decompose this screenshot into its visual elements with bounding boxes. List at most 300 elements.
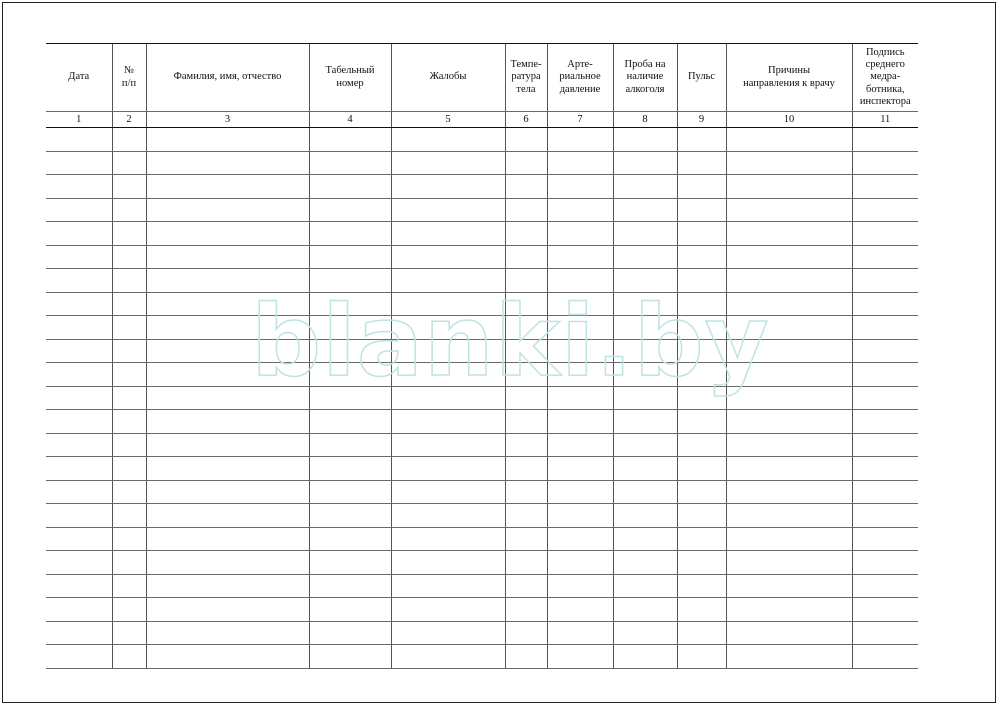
table-cell[interactable] xyxy=(46,292,112,316)
table-cell[interactable] xyxy=(677,504,726,528)
table-cell[interactable] xyxy=(146,222,309,246)
table-cell[interactable] xyxy=(309,151,391,175)
table-cell[interactable] xyxy=(677,363,726,387)
table-cell[interactable] xyxy=(613,151,677,175)
table-cell[interactable] xyxy=(547,128,613,152)
table-cell[interactable] xyxy=(146,574,309,598)
table-cell[interactable] xyxy=(391,410,505,434)
table-cell[interactable] xyxy=(309,433,391,457)
table-cell[interactable] xyxy=(146,198,309,222)
table-cell[interactable] xyxy=(309,504,391,528)
table-cell[interactable] xyxy=(309,292,391,316)
table-cell[interactable] xyxy=(677,527,726,551)
table-cell[interactable] xyxy=(309,457,391,481)
table-cell[interactable] xyxy=(677,316,726,340)
table-cell[interactable] xyxy=(505,574,547,598)
table-cell[interactable] xyxy=(726,339,852,363)
table-cell[interactable] xyxy=(726,574,852,598)
table-cell[interactable] xyxy=(309,363,391,387)
table-cell[interactable] xyxy=(505,269,547,293)
table-cell[interactable] xyxy=(46,339,112,363)
table-cell[interactable] xyxy=(547,480,613,504)
table-cell[interactable] xyxy=(613,551,677,575)
header-blood-pressure: Арте- риальное давление xyxy=(547,44,613,112)
table-cell[interactable] xyxy=(309,316,391,340)
table-cell[interactable] xyxy=(146,245,309,269)
table-cell[interactable] xyxy=(46,433,112,457)
table-cell[interactable] xyxy=(309,339,391,363)
table-cell[interactable] xyxy=(391,198,505,222)
table-cell[interactable] xyxy=(852,128,918,152)
table-cell[interactable] xyxy=(391,245,505,269)
table-row xyxy=(46,269,918,293)
table-cell[interactable] xyxy=(852,598,918,622)
form-sheet xyxy=(2,2,996,703)
table-cell[interactable] xyxy=(112,574,146,598)
table-cell[interactable] xyxy=(46,269,112,293)
table-cell[interactable] xyxy=(677,551,726,575)
table-cell[interactable] xyxy=(613,410,677,434)
table-cell[interactable] xyxy=(46,621,112,645)
table-cell[interactable] xyxy=(547,222,613,246)
table-cell[interactable] xyxy=(852,316,918,340)
table-cell[interactable] xyxy=(112,245,146,269)
table-row xyxy=(46,433,918,457)
table-cell[interactable] xyxy=(309,574,391,598)
table-cell[interactable] xyxy=(391,504,505,528)
table-cell[interactable] xyxy=(547,504,613,528)
table-cell[interactable] xyxy=(46,527,112,551)
table-row xyxy=(46,527,918,551)
table-cell[interactable] xyxy=(613,386,677,410)
table-cell[interactable] xyxy=(46,457,112,481)
table-cell[interactable] xyxy=(852,386,918,410)
table-cell[interactable] xyxy=(112,222,146,246)
table-cell[interactable] xyxy=(613,504,677,528)
table-cell[interactable] xyxy=(146,551,309,575)
table-cell[interactable] xyxy=(677,645,726,669)
table-cell[interactable] xyxy=(309,198,391,222)
table-cell[interactable] xyxy=(46,598,112,622)
table-cell[interactable] xyxy=(726,269,852,293)
table-cell[interactable] xyxy=(46,245,112,269)
table-cell[interactable] xyxy=(391,457,505,481)
table-cell[interactable] xyxy=(726,527,852,551)
table-cell[interactable] xyxy=(391,151,505,175)
table-row xyxy=(46,151,918,175)
table-cell[interactable] xyxy=(505,222,547,246)
table-cell[interactable] xyxy=(146,504,309,528)
header-personnel-number: Табельный номер xyxy=(309,44,391,112)
table-cell[interactable] xyxy=(309,551,391,575)
table-cell[interactable] xyxy=(613,621,677,645)
table-row xyxy=(46,316,918,340)
table-cell[interactable] xyxy=(726,128,852,152)
table-cell[interactable] xyxy=(613,645,677,669)
table-cell[interactable] xyxy=(391,433,505,457)
table-cell[interactable] xyxy=(505,316,547,340)
table-cell[interactable] xyxy=(146,292,309,316)
table-cell[interactable] xyxy=(852,175,918,199)
table-cell[interactable] xyxy=(726,175,852,199)
table-cell[interactable] xyxy=(547,551,613,575)
table-cell[interactable] xyxy=(547,433,613,457)
table-cell[interactable] xyxy=(613,175,677,199)
table-cell[interactable] xyxy=(309,598,391,622)
header-complaints: Жалобы xyxy=(391,44,505,112)
table-cell[interactable] xyxy=(46,645,112,669)
table-cell[interactable] xyxy=(726,504,852,528)
table-cell[interactable] xyxy=(547,410,613,434)
table-cell[interactable] xyxy=(852,527,918,551)
table-cell[interactable] xyxy=(726,222,852,246)
table-cell[interactable] xyxy=(391,128,505,152)
table-cell[interactable] xyxy=(613,339,677,363)
table-cell[interactable] xyxy=(726,598,852,622)
table-cell[interactable] xyxy=(309,621,391,645)
table-cell[interactable] xyxy=(852,269,918,293)
table-cell[interactable] xyxy=(46,151,112,175)
table-cell[interactable] xyxy=(309,128,391,152)
table-row xyxy=(46,410,918,434)
header-pulse: Пульс xyxy=(677,44,726,112)
table-row xyxy=(46,457,918,481)
table-cell[interactable] xyxy=(146,621,309,645)
table-cell[interactable] xyxy=(309,386,391,410)
table-cell[interactable] xyxy=(852,504,918,528)
table-cell[interactable] xyxy=(547,645,613,669)
table-cell[interactable] xyxy=(547,598,613,622)
table-cell[interactable] xyxy=(613,433,677,457)
table-cell[interactable] xyxy=(677,410,726,434)
table-cell[interactable] xyxy=(613,527,677,551)
column-number: 11 xyxy=(852,112,918,128)
table-row xyxy=(46,175,918,199)
table-cell[interactable] xyxy=(852,339,918,363)
table-cell[interactable] xyxy=(112,198,146,222)
table-cell[interactable] xyxy=(505,245,547,269)
table-cell[interactable] xyxy=(46,410,112,434)
table-cell[interactable] xyxy=(726,621,852,645)
table-cell[interactable] xyxy=(547,574,613,598)
table-cell[interactable] xyxy=(505,292,547,316)
table-cell[interactable] xyxy=(677,480,726,504)
table-cell[interactable] xyxy=(112,269,146,293)
column-number: 6 xyxy=(505,112,547,128)
table-row xyxy=(46,598,918,622)
table-cell[interactable] xyxy=(46,128,112,152)
table-cell[interactable] xyxy=(146,175,309,199)
table-cell[interactable] xyxy=(677,175,726,199)
table-cell[interactable] xyxy=(46,222,112,246)
header-body-temperature: Темпе- ратура тела xyxy=(505,44,547,112)
table-cell[interactable] xyxy=(112,386,146,410)
table-cell[interactable] xyxy=(112,598,146,622)
table-cell[interactable] xyxy=(726,198,852,222)
table-cell[interactable] xyxy=(852,363,918,387)
table-cell[interactable] xyxy=(677,621,726,645)
table-cell[interactable] xyxy=(309,222,391,246)
table-cell[interactable] xyxy=(112,527,146,551)
table-cell[interactable] xyxy=(677,457,726,481)
table-cell[interactable] xyxy=(613,222,677,246)
table-cell[interactable] xyxy=(391,645,505,669)
table-cell[interactable] xyxy=(852,433,918,457)
header-referral-reasons: Причины направления к врачу xyxy=(726,44,852,112)
header-signature: Подпись среднего медра- ботника, инспектора xyxy=(852,44,918,112)
table-cell[interactable] xyxy=(505,551,547,575)
table-cell[interactable] xyxy=(613,198,677,222)
table-cell[interactable] xyxy=(547,151,613,175)
table-cell[interactable] xyxy=(146,433,309,457)
table-cell[interactable] xyxy=(613,128,677,152)
table-cell[interactable] xyxy=(547,386,613,410)
table-cell[interactable] xyxy=(726,151,852,175)
header-full-name: Фамилия, имя, отчество xyxy=(146,44,309,112)
table-cell[interactable] xyxy=(112,551,146,575)
table-cell[interactable] xyxy=(146,457,309,481)
table-row xyxy=(46,292,918,316)
table-cell[interactable] xyxy=(112,363,146,387)
table-cell[interactable] xyxy=(547,245,613,269)
table-cell[interactable] xyxy=(505,151,547,175)
table-row xyxy=(46,363,918,387)
table-cell[interactable] xyxy=(726,245,852,269)
header-alcohol-test: Проба на наличие алкоголя xyxy=(613,44,677,112)
table-cell[interactable] xyxy=(309,527,391,551)
table-cell[interactable] xyxy=(505,175,547,199)
header-row xyxy=(46,44,918,112)
table-cell[interactable] xyxy=(46,574,112,598)
table-cell[interactable] xyxy=(146,598,309,622)
table-cell[interactable] xyxy=(613,316,677,340)
table-cell[interactable] xyxy=(547,527,613,551)
column-number: 7 xyxy=(547,112,613,128)
table-cell[interactable] xyxy=(613,245,677,269)
table-cell[interactable] xyxy=(726,551,852,575)
table-cell[interactable] xyxy=(391,363,505,387)
table-cell[interactable] xyxy=(146,339,309,363)
table-cell[interactable] xyxy=(547,363,613,387)
table-cell[interactable] xyxy=(46,363,112,387)
table-cell[interactable] xyxy=(677,198,726,222)
table-cell[interactable] xyxy=(547,316,613,340)
table-cell[interactable] xyxy=(391,292,505,316)
table-cell[interactable] xyxy=(112,504,146,528)
table-cell[interactable] xyxy=(677,245,726,269)
table-cell[interactable] xyxy=(46,480,112,504)
table-cell[interactable] xyxy=(391,316,505,340)
table-cell[interactable] xyxy=(112,316,146,340)
table-cell[interactable] xyxy=(505,645,547,669)
table-cell[interactable] xyxy=(391,574,505,598)
table-cell[interactable] xyxy=(613,269,677,293)
table-cell[interactable] xyxy=(852,245,918,269)
table-cell[interactable] xyxy=(391,480,505,504)
table-cell[interactable] xyxy=(505,621,547,645)
table-cell[interactable] xyxy=(505,410,547,434)
table-cell[interactable] xyxy=(391,598,505,622)
table-cell[interactable] xyxy=(852,551,918,575)
table-cell[interactable] xyxy=(852,621,918,645)
column-number-row xyxy=(46,112,918,128)
table-cell[interactable] xyxy=(677,222,726,246)
table-row xyxy=(46,339,918,363)
table-cell[interactable] xyxy=(547,198,613,222)
table-cell[interactable] xyxy=(391,269,505,293)
table-cell[interactable] xyxy=(726,480,852,504)
table-cell[interactable] xyxy=(391,222,505,246)
table-cell[interactable] xyxy=(112,175,146,199)
table-cell[interactable] xyxy=(613,598,677,622)
table-cell[interactable] xyxy=(726,386,852,410)
table-cell[interactable] xyxy=(146,363,309,387)
table-cell[interactable] xyxy=(852,457,918,481)
table-cell[interactable] xyxy=(726,457,852,481)
table-cell[interactable] xyxy=(677,433,726,457)
table-cell[interactable] xyxy=(613,480,677,504)
table-cell[interactable] xyxy=(391,527,505,551)
table-cell[interactable] xyxy=(726,410,852,434)
table-cell[interactable] xyxy=(726,363,852,387)
table-cell[interactable] xyxy=(309,645,391,669)
table-row xyxy=(46,222,918,246)
table-cell[interactable] xyxy=(677,574,726,598)
table-cell[interactable] xyxy=(677,598,726,622)
table-cell[interactable] xyxy=(726,645,852,669)
table-cell[interactable] xyxy=(391,386,505,410)
table-cell[interactable] xyxy=(852,151,918,175)
table-cell[interactable] xyxy=(46,386,112,410)
table-cell[interactable] xyxy=(547,175,613,199)
table-cell[interactable] xyxy=(677,292,726,316)
table-cell[interactable] xyxy=(391,621,505,645)
table-cell[interactable] xyxy=(391,175,505,199)
table-cell[interactable] xyxy=(46,198,112,222)
column-number: 5 xyxy=(391,112,505,128)
table-cell[interactable] xyxy=(852,222,918,246)
table-cell[interactable] xyxy=(46,175,112,199)
table-cell[interactable] xyxy=(613,363,677,387)
table-row xyxy=(46,551,918,575)
table-cell[interactable] xyxy=(309,245,391,269)
table-cell[interactable] xyxy=(852,574,918,598)
table-cell[interactable] xyxy=(726,292,852,316)
table-cell[interactable] xyxy=(677,339,726,363)
table-cell[interactable] xyxy=(613,292,677,316)
table-cell[interactable] xyxy=(46,316,112,340)
journal-table xyxy=(46,43,918,669)
table-cell[interactable] xyxy=(852,410,918,434)
table-cell[interactable] xyxy=(677,151,726,175)
table-cell[interactable] xyxy=(505,504,547,528)
table-row xyxy=(46,386,918,410)
table-row xyxy=(46,198,918,222)
table-cell[interactable] xyxy=(309,269,391,293)
table-row xyxy=(46,645,918,669)
table-cell[interactable] xyxy=(677,386,726,410)
column-number: 4 xyxy=(309,112,391,128)
table-cell[interactable] xyxy=(852,292,918,316)
table-row xyxy=(46,621,918,645)
table-cell[interactable] xyxy=(726,316,852,340)
table-cell[interactable] xyxy=(505,198,547,222)
table-cell[interactable] xyxy=(505,433,547,457)
table-cell[interactable] xyxy=(505,363,547,387)
table-cell[interactable] xyxy=(112,128,146,152)
table-cell[interactable] xyxy=(309,175,391,199)
table-cell[interactable] xyxy=(505,598,547,622)
table-cell[interactable] xyxy=(112,480,146,504)
table-cell[interactable] xyxy=(112,339,146,363)
table-row xyxy=(46,504,918,528)
table-row xyxy=(46,480,918,504)
table-cell[interactable] xyxy=(547,339,613,363)
table-cell[interactable] xyxy=(146,386,309,410)
table-cell[interactable] xyxy=(613,457,677,481)
table-cell[interactable] xyxy=(146,269,309,293)
table-cell[interactable] xyxy=(547,269,613,293)
table-cell[interactable] xyxy=(309,410,391,434)
table-cell[interactable] xyxy=(852,645,918,669)
table-cell[interactable] xyxy=(613,574,677,598)
table-cell[interactable] xyxy=(505,386,547,410)
table-cell[interactable] xyxy=(677,128,726,152)
table-cell[interactable] xyxy=(146,316,309,340)
table-cell[interactable] xyxy=(146,410,309,434)
table-cell[interactable] xyxy=(505,339,547,363)
table-cell[interactable] xyxy=(112,433,146,457)
table-cell[interactable] xyxy=(46,551,112,575)
table-row xyxy=(46,574,918,598)
table-cell[interactable] xyxy=(852,198,918,222)
column-number: 2 xyxy=(112,112,146,128)
table-cell[interactable] xyxy=(46,504,112,528)
column-number: 9 xyxy=(677,112,726,128)
table-cell[interactable] xyxy=(309,480,391,504)
table-cell[interactable] xyxy=(146,480,309,504)
table-cell[interactable] xyxy=(726,433,852,457)
table-cell[interactable] xyxy=(112,410,146,434)
watermark-logo: blanki.by xyxy=(251,285,770,399)
table-cell[interactable] xyxy=(852,480,918,504)
table-cell[interactable] xyxy=(146,527,309,551)
table-cell[interactable] xyxy=(547,292,613,316)
header-number: № п/п xyxy=(112,44,146,112)
table-cell[interactable] xyxy=(112,621,146,645)
table-cell[interactable] xyxy=(112,457,146,481)
table-cell[interactable] xyxy=(505,480,547,504)
table-cell[interactable] xyxy=(112,151,146,175)
header-date: Дата xyxy=(46,44,112,112)
table-cell[interactable] xyxy=(112,645,146,669)
table-cell[interactable] xyxy=(391,551,505,575)
table-cell[interactable] xyxy=(391,339,505,363)
table-cell[interactable] xyxy=(505,128,547,152)
table-cell[interactable] xyxy=(677,269,726,293)
table-cell[interactable] xyxy=(547,457,613,481)
table-cell[interactable] xyxy=(146,151,309,175)
table-cell[interactable] xyxy=(146,645,309,669)
table-row xyxy=(46,245,918,269)
table-cell[interactable] xyxy=(112,292,146,316)
table-cell[interactable] xyxy=(505,457,547,481)
table-cell[interactable] xyxy=(547,621,613,645)
column-number: 8 xyxy=(613,112,677,128)
column-number: 3 xyxy=(146,112,309,128)
table-cell[interactable] xyxy=(146,128,309,152)
table-cell[interactable] xyxy=(505,527,547,551)
